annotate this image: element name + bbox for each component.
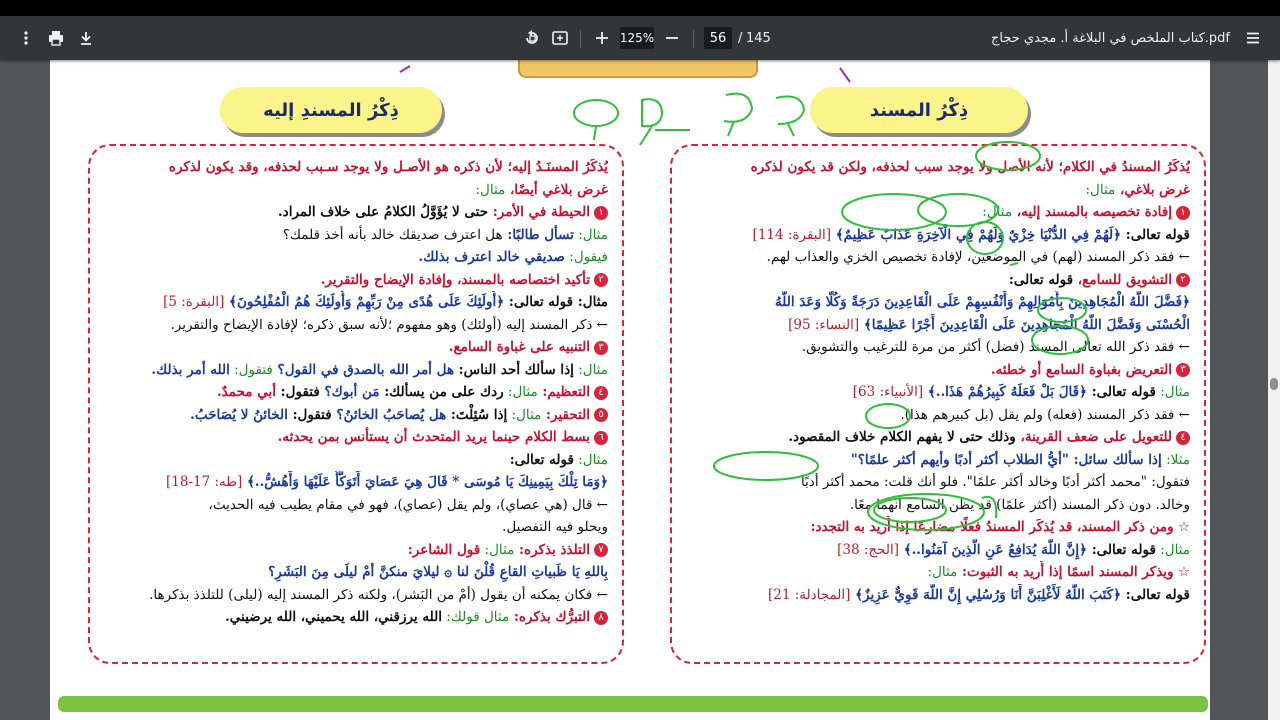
text-segment: قوله تعالى: — [1087, 384, 1156, 400]
text-segment: التشويق للسامع، — [1073, 271, 1172, 288]
item-number-badge: ٧ — [594, 543, 608, 557]
text-segment: فتقول: — [275, 384, 320, 400]
text-segment: التعظيم: — [537, 384, 590, 400]
text-line — [686, 359, 1190, 382]
zoom-out-icon — [656, 22, 688, 54]
text-line — [686, 156, 1190, 179]
text-segment: إذا سُئِلْتَ: — [446, 406, 508, 423]
text-line — [686, 314, 1190, 337]
window-top-strip — [0, 0, 1280, 16]
text-segment: يُذكَرُ المسندُ في الكلام؛ لأنه الأصل ولا يوجد سبب لحذفه، ولكن قد يكون لذكره — [750, 159, 1190, 175]
text-segment: قوله تعالى: — [1008, 271, 1074, 288]
text-segment: مثال: — [573, 451, 608, 468]
text-segment: ﴿أُولَئِكَ عَلَى هُدًى مِنْ رَبِّهِمْ وَأُولَئِكَ هُمُ الْمُفْلِحُونَ﴾ — [224, 294, 505, 310]
text-segment: هل اعترف صديقك خالد بأنه أخذ قلمك؟ — [282, 226, 503, 243]
star-icon: ☆ — [1173, 564, 1190, 580]
page-bottom-bar — [58, 696, 1208, 712]
text-line — [686, 471, 1190, 494]
text-segment: ← ذكر المسند إليه (أولئك) وهو مفهوم ؛لأنه سبق ذكره؛ لإفادة الإيضاح والتقرير. — [170, 316, 608, 333]
text-segment: للتعويل على ضعف القرينة، — [1015, 429, 1172, 445]
text-line — [104, 359, 608, 382]
text-line — [686, 269, 1190, 292]
text-segment: التعريض بغباوة السامع أو خطئه. — [990, 361, 1172, 378]
toolbar-separator — [580, 30, 581, 48]
text-line — [104, 224, 608, 247]
text-line — [104, 561, 608, 584]
item-number-badge: ٢ — [594, 273, 608, 287]
text-line — [686, 449, 1190, 472]
text-segment: أبي محمدٌ. — [216, 384, 276, 400]
toolbar-separator — [693, 30, 694, 48]
text-line — [104, 494, 608, 517]
text-line — [104, 381, 608, 404]
text-segment: التنبيه على غباوة السامع. — [448, 339, 590, 355]
text-segment: [الحج: 38] — [837, 541, 899, 558]
page-total: 145 — [746, 30, 771, 46]
text-segment: التلذذ بذكره: — [514, 541, 590, 558]
download-icon — [70, 22, 102, 54]
text-segment: تسأل طالبًا: — [502, 226, 574, 243]
text-line — [686, 179, 1190, 202]
text-segment: ﴿لَهُمْ فِي الدُّنْيَا خِزْيٌ وَلَهُمْ فِي الْآخِرَةِ عَذَابٌ عَظِيمٌ﴾ — [831, 226, 1122, 243]
text-line — [686, 584, 1190, 607]
text-line — [104, 291, 608, 314]
text-line — [686, 539, 1190, 562]
zoom-level-field[interactable] — [620, 16, 654, 60]
text-segment: مثال: — [1155, 541, 1190, 558]
text-line — [686, 336, 1190, 359]
text-segment: إذا سألك أحد الناس: — [453, 361, 574, 378]
text-segment: الله أمر بذلك. — [151, 361, 230, 378]
text-line — [104, 606, 608, 629]
text-line — [104, 449, 608, 472]
pdf-toolbar — [0, 16, 1280, 60]
item-number-badge: ٢ — [1176, 273, 1190, 287]
text-segment: ← فقد ذكر الله تعالى المسند (فضل) أكثر من مرة للترغيب والتشويق. — [801, 339, 1190, 355]
right-panel — [670, 144, 1206, 664]
item-number-badge: ١ — [594, 206, 608, 220]
text-segment: مثال: — [927, 564, 958, 580]
zoom-in-button[interactable] — [586, 16, 618, 60]
text-line — [104, 426, 608, 449]
pdf-page — [50, 60, 1210, 720]
text-segment: هل يُصاحَبُ الخائنُ؟ — [331, 406, 447, 423]
print-icon — [40, 22, 72, 54]
text-line — [686, 516, 1190, 539]
text-segment: ← فقد ذكر المسند (فعله) ولم يقل (بل كبيرهم هذا). — [900, 406, 1190, 423]
more-vert-button[interactable] — [10, 16, 42, 60]
text-segment: مثال قولك: — [441, 609, 510, 625]
text-line — [104, 246, 608, 269]
more-vert-icon — [10, 22, 42, 54]
text-segment: مثال: — [503, 384, 538, 400]
text-segment: مثال: — [982, 204, 1013, 220]
document-title: كتاب الملخص في البلاغة أ. مجدي حجاج.pdf — [991, 30, 1230, 46]
text-line — [104, 584, 608, 607]
fit-page-icon — [544, 22, 576, 54]
text-segment: فتقول: — [229, 361, 273, 378]
text-segment: [البقرة: 5] — [163, 294, 225, 310]
item-number-badge: ٤ — [594, 386, 608, 400]
text-segment: مثال: — [573, 361, 608, 378]
text-segment: فيقول: — [565, 249, 608, 265]
text-segment: [النساء: 95] — [788, 316, 860, 333]
text-segment: مثال: — [1155, 384, 1190, 400]
text-segment: ← فكان يمكنه أن يقول (أمْ من البَشر)، ولكنه ذكر المسند إليه (ليلى) للتلذذ بذكرها. — [149, 586, 608, 603]
text-segment: مَن أبوك؟ — [319, 384, 380, 400]
text-segment: الْحُسْنَى وَفَضَّلَ اللَّهُ الْمُجَاهِدِينَ عَلَى الْقَاعِدِينَ أَجْرًا عَظِيمًا﴾ — [859, 316, 1190, 333]
text-segment: [الأنبياء: 63] — [852, 384, 924, 400]
text-line — [104, 404, 608, 427]
download-button[interactable] — [70, 16, 102, 60]
text-line — [686, 246, 1190, 269]
page-separator: / — [738, 30, 743, 46]
fit-page-button[interactable] — [544, 16, 576, 60]
text-segment: ﴿إِنَّ اللَّهَ يُدَافِعُ عَنِ الَّذِينَ آمَنُوا..﴾ — [899, 541, 1087, 558]
text-segment: ← قال (هي عصاي)، ولم يقل (عصاي)، فهو في مقام يطيب فيه الحديث، — [208, 496, 608, 513]
text-segment: ويحلو فيه التفصيل. — [502, 519, 608, 535]
text-line — [104, 539, 608, 562]
text-line — [686, 381, 1190, 404]
text-segment: [البقرة: 114] — [752, 226, 832, 243]
text-segment: مثال: قوله تعالى: — [504, 294, 608, 310]
text-segment: الله يرزقني، الله يحميني، الله يرضيني. — [225, 609, 442, 625]
text-segment: مثال: — [480, 541, 515, 558]
text-segment: صديقي خالد اعترف بذلك. — [418, 249, 566, 265]
text-line — [104, 516, 608, 539]
text-segment: إذا سألك سائل: "أيُّ الطلاب أكثر أدبًا وأيهم أكثر علمًا؟" — [850, 451, 1162, 468]
text-segment: حتى لا يُؤَوَّلُ الكلامُ على خلاف المراد. — [277, 204, 489, 220]
text-segment: غرض بلاغي أيضًا، — [505, 181, 608, 198]
text-segment: بسط الكلام حينما يريد المتحدث أن يستأنس بمن يحدثه. — [277, 429, 590, 445]
scrollbar-thumb[interactable] — [1270, 378, 1278, 390]
text-segment: الخائنُ لا يُصَاحَبُ. — [190, 406, 288, 423]
text-segment: قوله تعالى: — [1121, 226, 1190, 243]
text-line — [686, 494, 1190, 517]
text-line — [104, 179, 608, 202]
zoom-in-icon — [586, 22, 618, 54]
text-segment: مثال: — [573, 226, 608, 243]
text-segment: [طه: 17-18] — [165, 474, 243, 490]
text-segment: فتقول: — [287, 406, 332, 423]
text-segment: [المجادلة: 21] — [767, 586, 851, 603]
item-number-badge: ٤ — [1176, 431, 1190, 445]
page-number-field[interactable] — [704, 16, 732, 60]
text-segment: فتقول: "محمد أكثر أدبًا وخالد أكثر علمًا". فلو أنك قلت: محمد أكثر أدبًا — [800, 474, 1190, 490]
text-segment: هل أمر الله بالصدق في القول؟ — [272, 361, 454, 378]
text-segment: مثال: — [475, 181, 506, 198]
text-segment: مثال: — [507, 406, 542, 423]
text-line — [104, 336, 608, 359]
text-line — [104, 314, 608, 337]
text-segment: غرض بلاغي، — [1115, 181, 1190, 198]
scrollbar[interactable] — [1268, 60, 1280, 720]
item-number-badge: ٨ — [594, 611, 608, 625]
text-segment: ومن ذكر المسند، قد يُذكَر المسندُ فعلًا مضارعًا إذا أُريد به التجدد: — [810, 519, 1174, 535]
text-segment: ﴿قَالَ بَلْ فَعَلَهُ كَبِيرُهُمْ هَذَا..﴾ — [923, 384, 1087, 400]
text-segment: قوله تعالى: — [509, 451, 574, 468]
text-segment: ﴿فَضَّلَ اللَّهُ الْمُجَاهِدِينَ بِأَمْوَالِهِمْ وَأَنْفُسِهِمْ عَلَى الْقَاعِدِينَ دَرَجَةً وَكُلًّا وَعَدَ اللَّهُ — [775, 294, 1190, 310]
heading-left-subject: ذِكْرُ المسندِ إليه — [220, 87, 442, 133]
item-number-badge: ٥ — [594, 408, 608, 422]
text-segment: قول الشاعر: — [407, 541, 481, 558]
text-line — [686, 561, 1190, 584]
left-panel — [88, 144, 624, 664]
heading-right-predicate: ذِكْرُ المسند — [810, 87, 1028, 133]
text-line — [686, 224, 1190, 247]
zoom-level-value[interactable]: 125% — [620, 27, 654, 49]
print-button[interactable] — [40, 16, 72, 60]
text-segment: ﴿وَمَا تِلْكَ بِيَمِينِكَ يَا مُوسَى * قَالَ هِيَ عَصَايَ أَتَوَكَّأُ عَلَيْهَا وَأَهُشُّ..﴾ — [242, 474, 608, 490]
text-segment: تأكيد اختصاصه بالمسند، وإفادة الإيضاح والتقرير. — [320, 271, 590, 288]
page-header-ornament — [518, 60, 758, 78]
text-line — [686, 426, 1190, 449]
star-icon: ☆ — [1173, 519, 1190, 535]
item-number-badge: ٣ — [1176, 363, 1190, 377]
page-current-input[interactable]: 56 — [704, 27, 732, 49]
text-segment: ← فقد ذكر المسند (لهم) في الموضعين، لإفادة تخصيص الخزي والعذاب لهم. — [766, 249, 1190, 265]
menu-icon — [1237, 22, 1269, 54]
item-number-badge: ٦ — [594, 431, 608, 445]
item-number-badge: ٣ — [594, 341, 608, 355]
text-segment: مثال: — [1085, 181, 1116, 198]
text-segment: ﴿كَتَبَ اللَّهُ لَأَغْلِبَنَّ أَنَا وَرُسُلِي إِنَّ اللَّهَ قَوِيٌّ عَزِيزٌ﴾ — [850, 586, 1122, 603]
text-segment: إفادة تخصيصه بالمسند إليه، — [1012, 204, 1172, 220]
text-segment: التبرُّك بذكره: — [509, 609, 590, 625]
text-segment: بِاللهِ يَا ظَبياتِ القاعِ قُلْنَ لنا ۞ ليلايَ منكنَّ أمْ ليلَى مِنَ البَشَرِ؟ — [268, 564, 608, 580]
text-segment: قوله تعالى: — [1121, 586, 1190, 603]
menu-button[interactable] — [1237, 16, 1269, 60]
text-segment: وخالد. دون ذكر المسند (أكثر علمًا) قد يظن السامع أنهما معًا. — [849, 496, 1190, 513]
text-segment: مثلا: — [1161, 451, 1190, 468]
text-segment: الحيطة في الأمر: — [488, 204, 590, 220]
text-segment: ردك على من يسألك: — [379, 384, 504, 400]
text-line — [104, 156, 608, 179]
text-segment: يُذكَرُ المسنَـدُ إليه؛ لأن ذكره هو الأصـل ولا يوجد سـبب لحذفه، وقد يكون لذكره — [168, 159, 608, 175]
text-line — [104, 471, 608, 494]
text-line — [686, 404, 1190, 427]
text-line — [686, 291, 1190, 314]
item-number-badge: ١ — [1176, 206, 1190, 220]
text-line — [686, 201, 1190, 224]
text-line — [104, 269, 608, 292]
text-line — [104, 201, 608, 224]
text-segment: التحقير: — [541, 406, 590, 423]
text-segment: وذلك حتى لا يفهم الكلام خلاف المقصود. — [788, 429, 1016, 445]
zoom-out-button[interactable] — [656, 16, 688, 60]
text-segment: قوله تعالى: — [1087, 541, 1156, 558]
text-segment: ويذكر المسند اسمًا إذا أُريد به الثبوت: — [957, 564, 1174, 580]
